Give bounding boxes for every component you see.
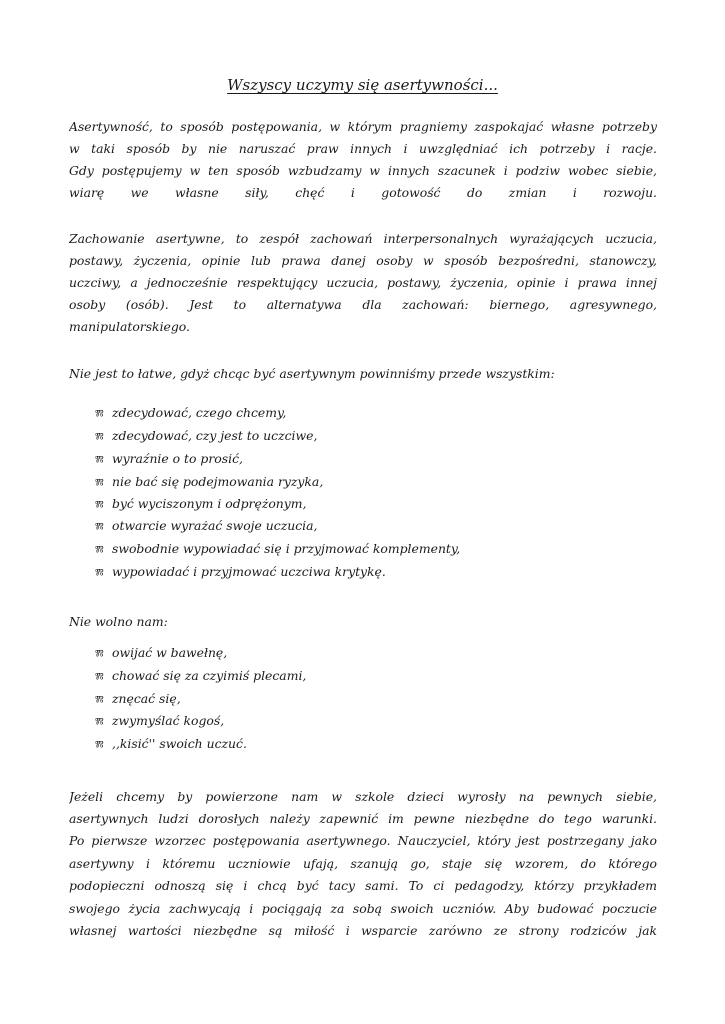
bullet-icon: Ⰿ bbox=[95, 695, 104, 705]
list-item bbox=[95, 733, 247, 755]
list-item bbox=[95, 665, 306, 687]
paragraph-line: manipulatorskiego. bbox=[69, 319, 190, 334]
list-intro: Nie jest to łatwe, gdyż chcąc być asertywnym powinniśmy przede wszystkim: bbox=[69, 366, 555, 381]
paragraph-line: Po pierwsze wzorzec postępowania asertywnego. Nauczyciel, który jest postrzegany jako bbox=[69, 833, 657, 848]
paragraph-line: w taki sposób by nie naruszać praw innych i uwzględniać ich potrzeby i racje. bbox=[69, 141, 657, 156]
list-item bbox=[95, 402, 286, 424]
bullet-icon: Ⰿ bbox=[95, 455, 104, 465]
list-item-text: chować się za czyimiś plecami, bbox=[112, 668, 307, 683]
paragraph-line: asertywnych ludzi dorosłych należy zapewnić im pewne niezbędne do tego warunki. bbox=[69, 811, 657, 826]
paragraph-line: postawy, życzenia, opinie lub prawa danej osoby w sposób bezpośredni, stanowczy, bbox=[69, 253, 657, 268]
paragraph-line: uczciwy, a jednocześnie respektujący uczucia, postawy, życzenia, opinie i prawa innej bbox=[69, 275, 657, 290]
paragraph-line: Zachowanie asertywne, to zespół zachowań interpersonalnych wyrażających uczucia, bbox=[69, 231, 657, 246]
list-item bbox=[95, 425, 317, 447]
list-intro: Nie wolno nam: bbox=[69, 614, 168, 629]
list-item-text: znęcać się, bbox=[112, 691, 181, 706]
bullet-icon: Ⰿ bbox=[95, 478, 104, 488]
bullet-icon: Ⰿ bbox=[95, 500, 104, 510]
list-item-text: ,,kisić'' swoich uczuć. bbox=[112, 736, 247, 751]
list-item bbox=[95, 642, 227, 664]
list-item bbox=[95, 688, 181, 710]
bullet-icon: Ⰿ bbox=[95, 740, 104, 750]
list-item-text: zdecydować, czego chcemy, bbox=[112, 405, 287, 420]
paragraph-line: Jeżeli chcemy by powierzone nam w szkole dzieci wyrosły na pewnych siebie, bbox=[69, 789, 657, 804]
list-item-text: zdecydować, czy jest to uczciwe, bbox=[112, 428, 318, 443]
list-item bbox=[95, 448, 243, 470]
list-item bbox=[95, 561, 386, 583]
list-item-text: swobodnie wypowiadać się i przyjmować komplementy, bbox=[112, 541, 461, 556]
paragraph-line: asertywny i któremu uczniowie ufają, szanują go, staje się wzorem, do którego bbox=[69, 856, 657, 871]
list-item-text: owijać w bawełnę, bbox=[112, 645, 228, 660]
paragraph-line: wiarę we własne siły, chęć i gotowość do zmian i rozwoju. bbox=[69, 185, 657, 200]
paragraph-line: Asertywność, to sposób postępowania, w którym pragniemy zaspokajać własne potrzeby bbox=[69, 119, 657, 134]
list-item-text: być wyciszonym i odprężonym, bbox=[112, 496, 307, 511]
list-item-text: otwarcie wyrażać swoje uczucia, bbox=[112, 518, 318, 533]
bullet-icon: Ⰿ bbox=[95, 409, 104, 419]
bullet-icon: Ⰿ bbox=[95, 568, 104, 578]
list-item bbox=[95, 471, 323, 493]
bullet-icon: Ⰿ bbox=[95, 545, 104, 555]
bullet-icon: Ⰿ bbox=[95, 432, 104, 442]
bullet-icon: Ⰿ bbox=[95, 672, 104, 682]
paragraph-line: podopieczni odnoszą się i chcą być tacy sami. To ci pedagodzy, którzy przykładem bbox=[69, 878, 657, 893]
paragraph-line: własnej wartości niezbędne są miłość i wsparcie zarówno ze strony rodziców jak bbox=[69, 923, 657, 938]
list-item bbox=[95, 538, 460, 560]
list-item bbox=[95, 710, 224, 732]
list-item bbox=[95, 493, 306, 515]
paragraph-line: swojego życia zachwycają i pociągają za sobą swoich uczniów. Aby budować poczucie bbox=[69, 901, 657, 916]
list-item-text: nie bać się podejmowania ryzyka, bbox=[112, 474, 324, 489]
list-item-text: zwymyślać kogoś, bbox=[112, 713, 225, 728]
paragraph-line: Gdy postępujemy w ten sposób wzbudzamy w innych szacunek i podziw wobec siebie, bbox=[69, 163, 657, 178]
list-item-text: wyraźnie o to prosić, bbox=[112, 451, 243, 466]
bullet-icon: Ⰿ bbox=[95, 649, 104, 659]
bullet-icon: Ⰿ bbox=[95, 717, 104, 727]
list-item-text: wypowiadać i przyjmować uczciwa krytykę. bbox=[112, 564, 386, 579]
bullet-icon: Ⰿ bbox=[95, 522, 104, 532]
document-title: Wszyscy uczymy się asertywności... bbox=[227, 76, 498, 94]
paragraph-line: osoby (osób). Jest to alternatywa dla zachowań: biernego, agresywnego, bbox=[69, 297, 657, 312]
list-item bbox=[95, 515, 317, 537]
